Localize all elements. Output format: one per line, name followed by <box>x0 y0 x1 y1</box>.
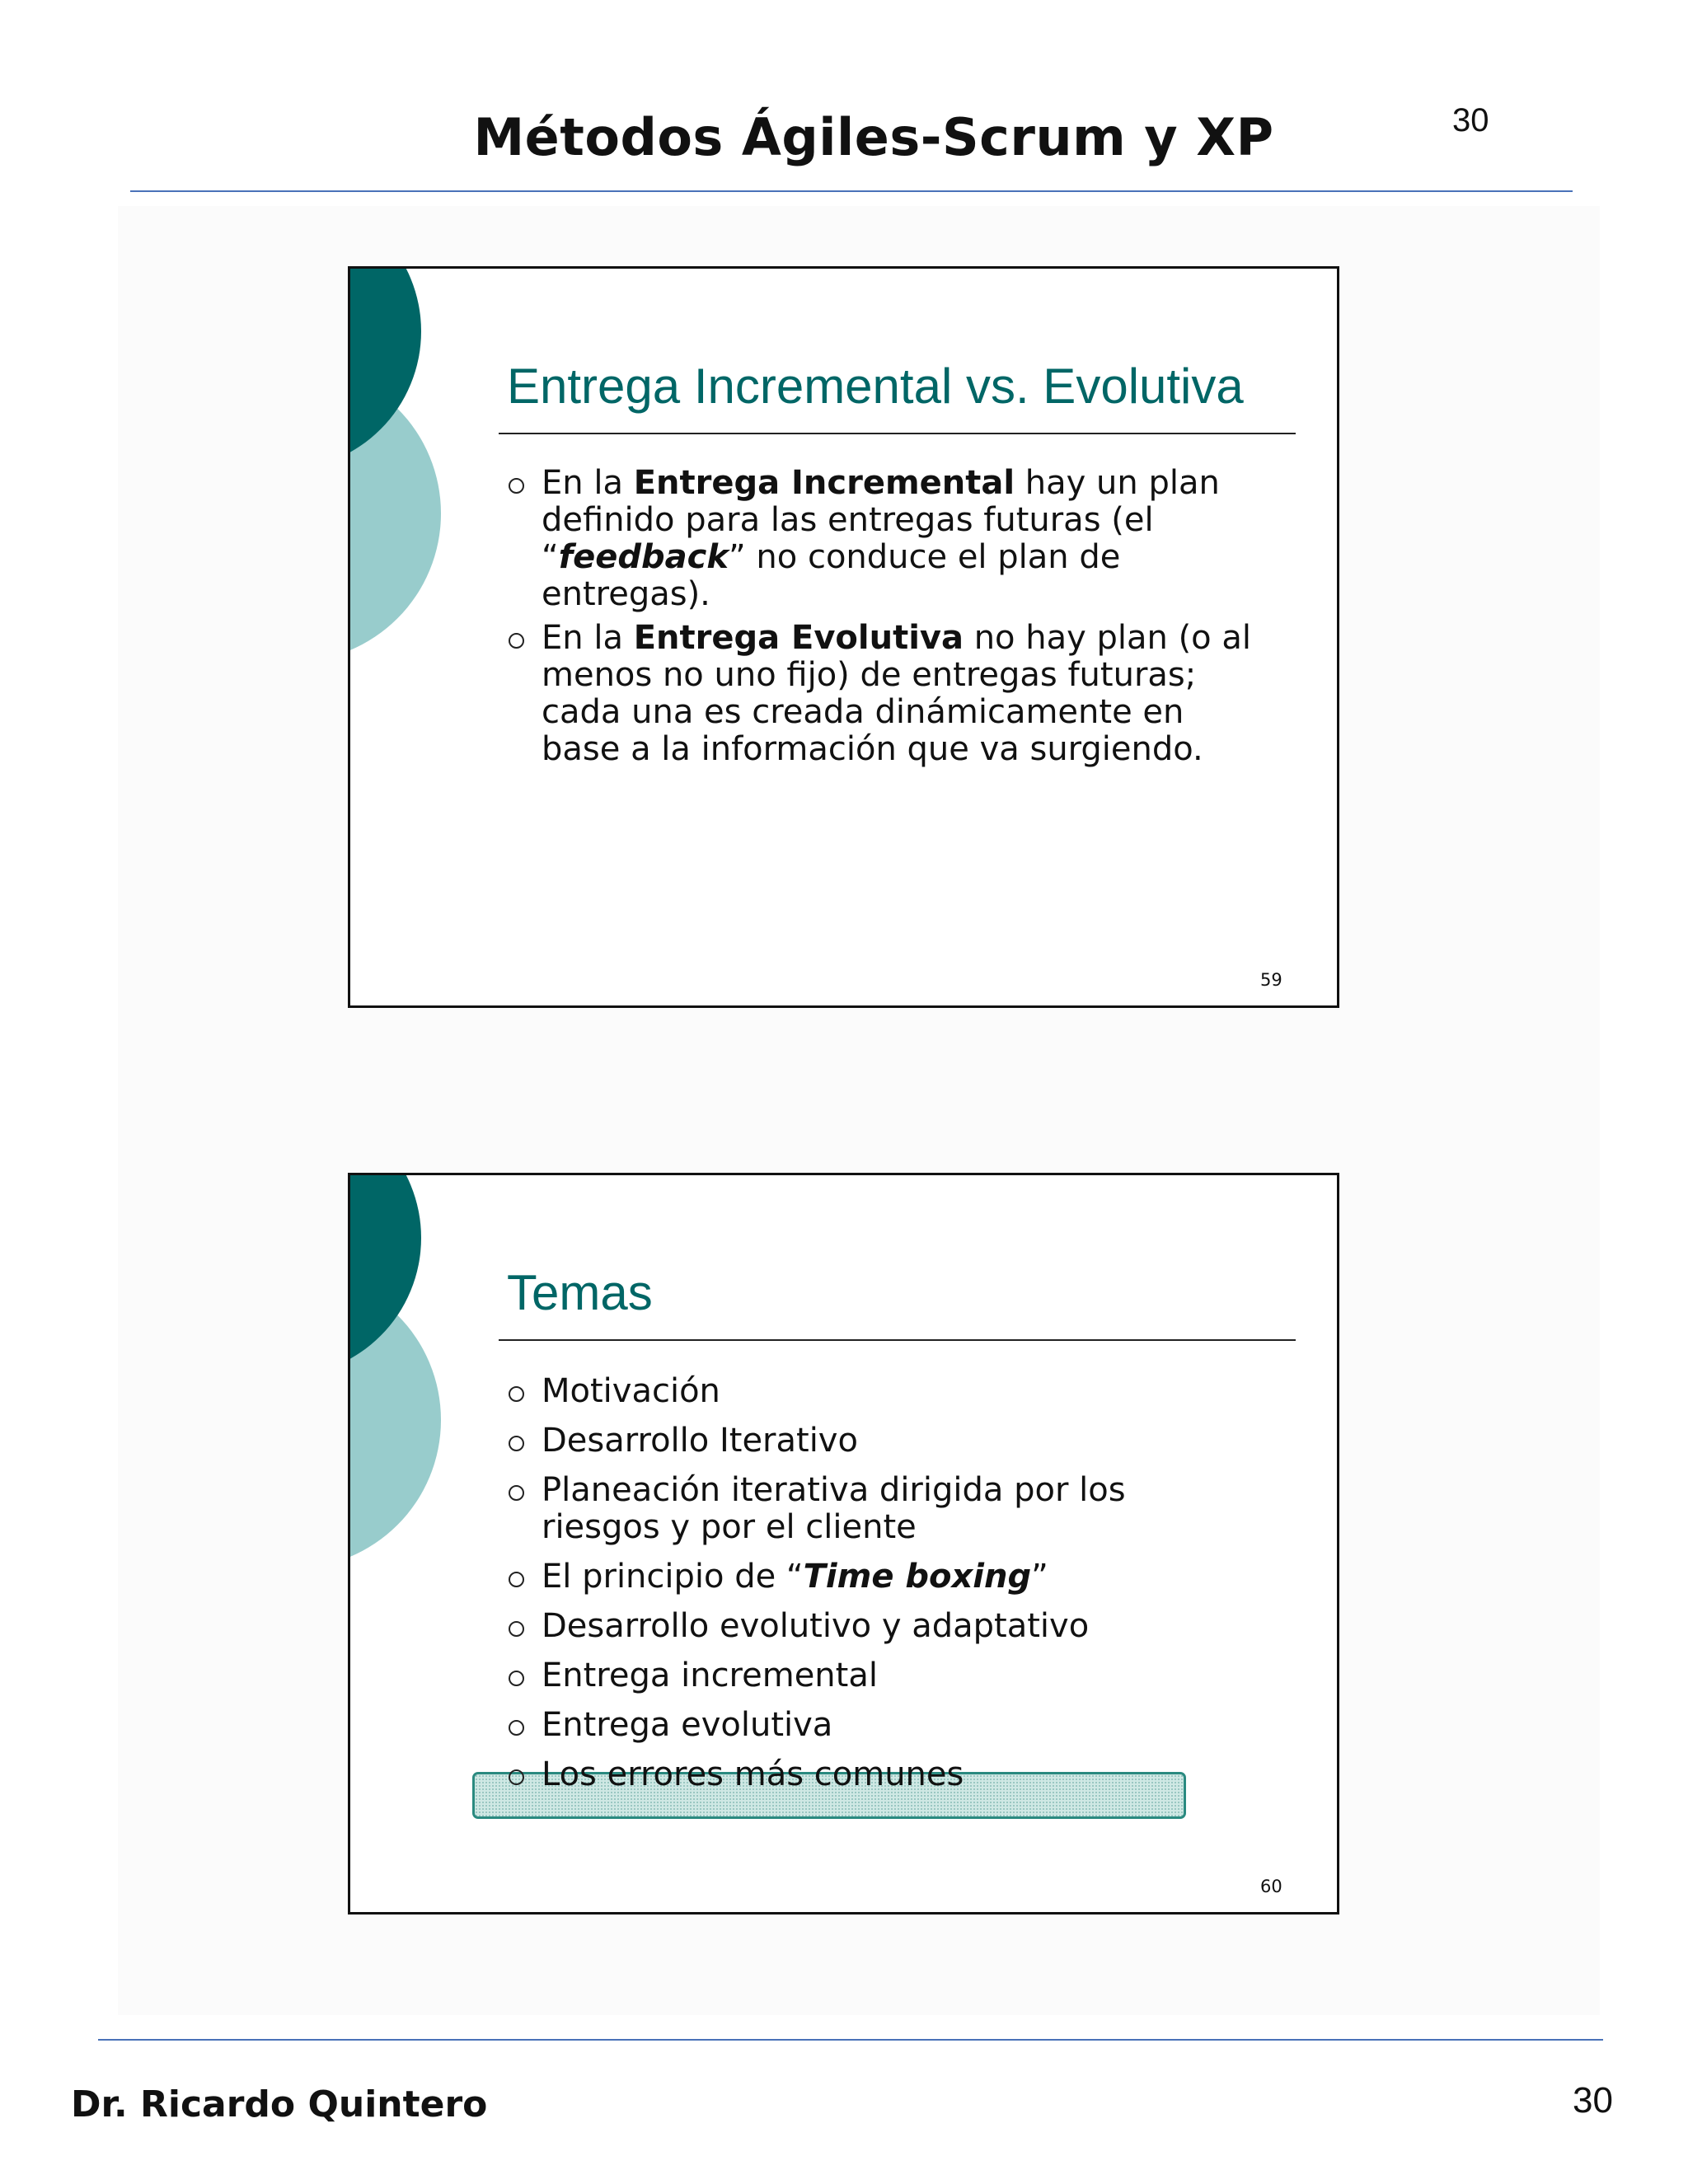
footer-page-number: 30 <box>1573 2080 1613 2121</box>
bullet-circle-icon <box>509 1769 524 1785</box>
slide-title-divider <box>499 1339 1296 1341</box>
bullet-text: ” <box>1031 1558 1048 1596</box>
bullet-list <box>504 1373 1246 1806</box>
bullet-text: feedback <box>558 538 729 576</box>
bullet-text: Motivación <box>542 1372 720 1410</box>
slide-temas <box>348 1173 1339 1915</box>
slide-entrega-incremental <box>348 266 1339 1008</box>
bullet-circle-icon <box>509 1436 524 1451</box>
footer-divider <box>98 2039 1603 2041</box>
bullet-item <box>504 1422 1246 1460</box>
bullet-text: El principio de “ <box>542 1558 804 1596</box>
bullet-item <box>504 1472 1246 1546</box>
bullet-text: Entrega evolutiva <box>542 1706 833 1744</box>
bullet-text: Desarrollo evolutivo y adaptativo <box>542 1607 1090 1645</box>
bullet-circle-icon <box>509 1621 524 1637</box>
bullet-circle-icon <box>509 478 524 494</box>
slide-number: 59 <box>1260 970 1282 990</box>
bullet-circle-icon <box>509 1485 524 1501</box>
header-divider <box>130 190 1573 192</box>
slide-title-divider <box>499 433 1296 434</box>
bullet-text: Time boxing <box>803 1558 1032 1596</box>
slide-number: 60 <box>1260 1877 1282 1896</box>
bullet-circle-icon <box>509 1671 524 1686</box>
bullet-text: Planeación iterativa dirigida por los riesgos y por el cliente <box>542 1471 1126 1546</box>
bullet-item <box>504 1707 1246 1744</box>
bullet-item <box>504 465 1271 613</box>
page-title: Métodos Ágiles-Scrum y XP <box>473 107 1274 167</box>
footer-author: Dr. Ricardo Quintero <box>71 2083 488 2125</box>
bullet-item <box>504 1608 1246 1645</box>
bullet-text: hay un plan definido para las entregas futuras (el “ <box>542 464 1220 576</box>
bullet-text: Entrega incremental <box>542 1657 878 1694</box>
bullet-circle-icon <box>509 1572 524 1587</box>
bullet-text: En la <box>542 464 634 502</box>
bullet-list <box>504 465 1271 775</box>
bullet-text: En la <box>542 619 634 657</box>
bullet-text: Desarrollo Iterativo <box>542 1422 858 1460</box>
bullet-text: Entrega Incremental <box>633 464 1015 502</box>
bullet-circle-icon <box>509 1386 524 1402</box>
bullet-text: no hay plan (o al menos no uno fijo) de entregas futuras; cada una es creada dinámicamente en base a la información que va surgiendo. <box>542 619 1251 768</box>
bullet-item <box>504 620 1271 768</box>
bullet-item <box>504 1558 1246 1596</box>
header-page-number: 30 <box>1452 102 1489 138</box>
slide-title: Entrega Incremental vs. Evolutiva <box>507 359 1244 414</box>
slide-title: Temas <box>507 1265 653 1320</box>
bullet-item <box>504 1373 1246 1410</box>
bullet-circle-icon <box>509 1720 524 1736</box>
bullet-item <box>504 1756 1246 1793</box>
bullet-text: ” no conduce el plan de entregas). <box>542 538 1121 613</box>
bullet-text: Los errores más comunes <box>542 1755 964 1793</box>
bullet-text: Entrega Evolutiva <box>633 619 964 657</box>
bullet-circle-icon <box>509 633 524 649</box>
bullet-item <box>504 1657 1246 1694</box>
